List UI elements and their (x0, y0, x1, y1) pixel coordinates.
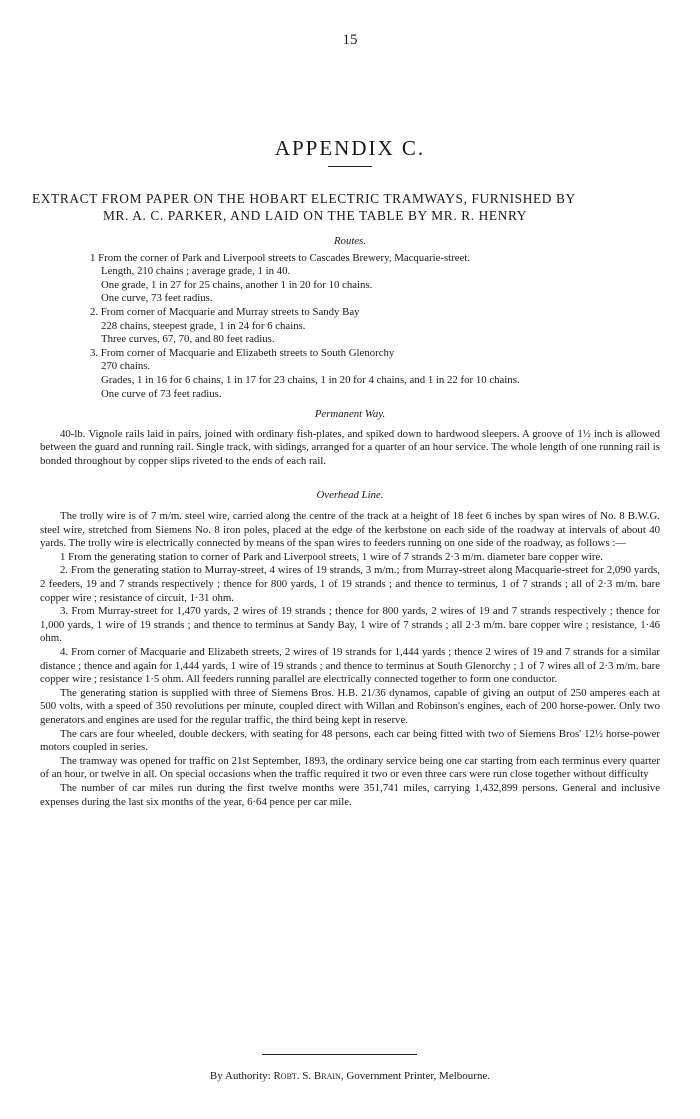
route-line: One curve, 73 feet radius. (101, 292, 213, 305)
route-line: One curve of 73 feet radius. (101, 387, 222, 400)
extract-heading-line-2: MR. A. C. PARKER, AND LAID ON THE TABLE BY MR. R. HENRY (103, 208, 528, 223)
body-paragraph: The number of car miles run during the first twelve months were 351,741 miles, carrying 1,432,899 persons. General and inclusive expenses during the last six months of the year, 6·64 pence per car mile. (40, 781, 660, 808)
route-line: 2. From corner of Macquarie and Murray streets to Sandy Bay (90, 305, 360, 318)
route-line: 1 From the corner of Park and Liverpool streets to Cascades Brewery, Macquarie-street. (90, 251, 471, 264)
body-paragraph: The generating station is supplied with three of Siemens Bros. H.B. 21/36 dynamos, capable of giving an output of 250 amperes each at 500 volts, with a speed of 350 revolutions per minute, coupled direct with Willan and Robinson's engines, each of 200 horse-power. Only two generators and engines are used for the regular traffic, the third being kept in reserve. (40, 686, 660, 726)
extract-heading-line-1: EXTRACT FROM PAPER ON THE HOBART ELECTRIC TRAMWAYS, FURNISHED BY (32, 191, 576, 206)
route-line: 3. From corner of Macquarie and Elizabeth streets to South Glenorchy (90, 346, 395, 359)
footer-rule (262, 1054, 417, 1055)
feeder-item: 3. From Murray-street for 1,470 yards, 2 wires of 19 strands ; thence for 800 yards, 2 wires of 19 and 7 strands respectively ; thence for 1,000 yards, 1 wire of 19 strands ; and thence to terminus at Sandy Bay, 1 wire of 7 strands ; all 2·3 m/m. bare copper wire ; resistance, 1·46 ohm. (40, 605, 660, 645)
feeder-item: 2. From the generating station to Murray-street, 4 wires of 19 strands, 3 m/m.; from Murray-street along Macquarie-street for 2,090 yards, 2 feeders, 19 and 7 strands respectively ; thence for 800 yards, 1 of 19 strands ; and thence to terminus, 1 of 7 strands ; all of 2·3 m/m. bare copper wire ; resistance of circuit, 1·31 ohm. (40, 564, 660, 604)
printer-footer (0, 1070, 700, 1082)
body-paragraph: The tramway was opened for traffic on 21st September, 1893, the ordinary service being one car starting from each terminus every quarter of an hour, or twelve in all. On special occasions when the traffic required it two or even three cars were run close together without difficulty (40, 754, 660, 781)
route-line: One grade, 1 in 27 for 25 chains, another 1 in 20 for 10 chains. (101, 278, 373, 291)
footer-suffix: Government Printer, Melbourne. (346, 1070, 491, 1082)
title-rule (328, 166, 372, 167)
routes-list (40, 252, 660, 402)
feeder-item: 1 From the generating station to corner of Park and Liverpool streets, 1 wire of 7 strands 2·3 m/m. diameter bare copper wire. (60, 550, 603, 563)
body-paragraph: The cars are four wheeled, double deckers, with seating for 48 persons, each car being fitted with two of Siemens Bros' 12½ horse-power motors coupled in series. (40, 727, 660, 754)
permanent-way-heading: Permanent Way. (314, 408, 386, 421)
footer-printer-name: Robt. S. Brain, (273, 1070, 344, 1082)
extract-heading (32, 190, 668, 224)
overhead-line-heading: Overhead Line. (316, 488, 384, 501)
permanent-way-text: 40-lb. Vignole rails laid in pairs, joined with ordinary fish-plates, and spiked down to hardwood sleepers. A groove of 1½ inch is allowed between the guard and running rail. Single track, with sidings, arranged for a quarter of an hour service. The whole length of one running rail is bonded throughout by copper slips riveted to the ends of each rail. (40, 427, 660, 467)
footer-prefix: By Authority: (209, 1070, 271, 1082)
route-line: Three curves, 67, 70, and 80 feet radius. (101, 333, 275, 346)
route-line: 228 chains, steepest grade, 1 in 24 for 6 chains. (101, 319, 306, 332)
page-number: 15 (342, 32, 358, 48)
routes-heading: Routes. (333, 235, 367, 247)
route-line: Length, 210 chains ; average grade, 1 in 40. (101, 265, 291, 278)
route-line: 270 chains. (101, 360, 151, 373)
feeder-item: 4. From corner of Macquarie and Elizabeth streets, 2 wires of 19 strands for 1,444 yards ; thence 2 wires of 19 and 7 strands for a similar distance ; thence and again for 1,444 yards, 1 wire of 19 strands ; and thence to terminus at South Glenorchy ; 1 of 7 wires all of 2·3 m/m. bare copper wire ; resistance 1·5 ohm. All feeders running parallel are electrically connected together to form one conductor. (40, 646, 660, 686)
appendix-title: APPENDIX C. (274, 136, 426, 160)
document-body (40, 235, 660, 809)
route-line: Grades, 1 in 16 for 6 chains, 1 in 17 for 23 chains, 1 in 20 for 4 chains, and 1 in 22 for 10 chains. (101, 373, 520, 386)
overhead-line-intro: The trolly wire is of 7 m/m. steel wire, carried along the centre of the track at a height of 18 feet 6 inches by span wires of No. 8 B.W.G. steel wire, stretched from Siemens No. 8 iron poles, placed at the edge of the kerbstone on each side of the roadway at intervals of about 40 yards. The trolly wire is electrically connected by means of the span wires to feeders running on one side of the roadway, as follows :— (40, 510, 660, 550)
